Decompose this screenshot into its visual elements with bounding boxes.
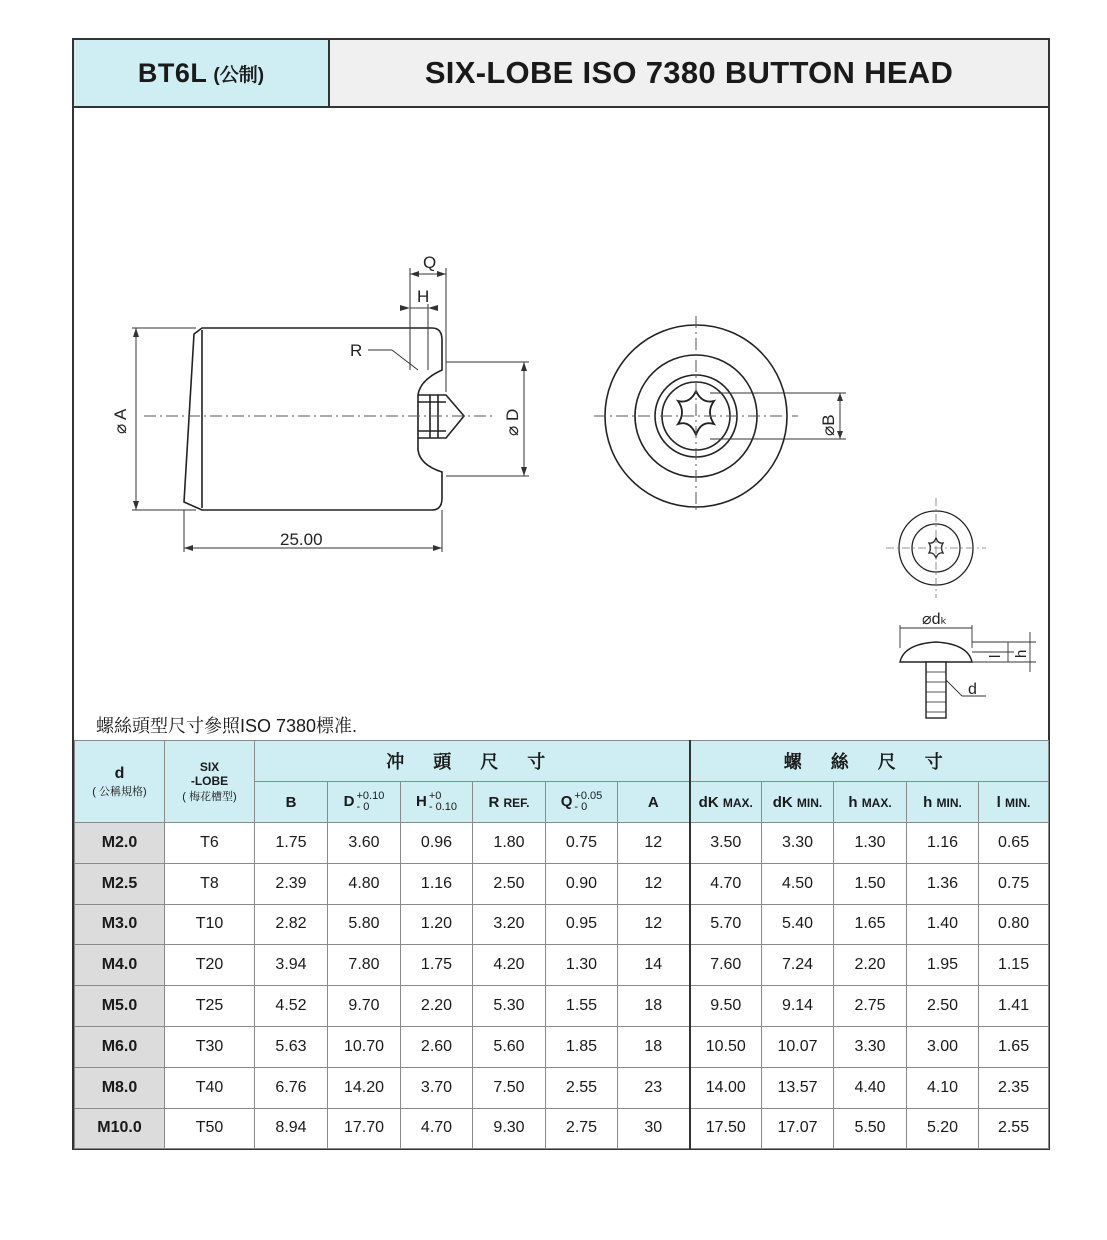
table-cell: 5.60	[473, 1026, 546, 1067]
table-cell: 0.90	[546, 863, 618, 904]
table-cell: 4.40	[834, 1067, 907, 1108]
table-cell: 6.76	[255, 1067, 328, 1108]
label-q: Q	[423, 253, 437, 272]
table-cell: T6	[165, 823, 255, 864]
label-dk: ⌀dₖ	[922, 611, 948, 628]
table-cell: 3.70	[401, 1067, 473, 1108]
col-six-lobe-header: SIX -LOBE ( 梅花槽型)	[165, 741, 255, 823]
table-cell: 2.20	[834, 945, 907, 986]
table-row	[75, 1067, 1049, 1108]
label-dia-a: ⌀ A	[111, 408, 130, 434]
table-cell: 3.60	[328, 823, 401, 864]
table-cell: 3.30	[834, 1026, 907, 1067]
table-cell: 30	[618, 1108, 690, 1149]
table-cell: 3.30	[762, 823, 834, 864]
table-cell: 18	[618, 986, 690, 1027]
size-cell: M6.0	[75, 1026, 165, 1067]
table-cell: 2.35	[979, 1067, 1049, 1108]
table-cell: 4.10	[907, 1067, 979, 1108]
table-cell: 4.70	[401, 1108, 473, 1149]
table-cell: 1.30	[834, 823, 907, 864]
table-cell: 12	[618, 904, 690, 945]
table-cell: 0.75	[546, 823, 618, 864]
table-cell: 1.41	[979, 986, 1049, 1027]
table-cell: 23	[618, 1067, 690, 1108]
table-cell: T30	[165, 1026, 255, 1067]
table-cell: 14.20	[328, 1067, 401, 1108]
col-h-min-header: h MIN.	[907, 782, 979, 823]
table-cell: 0.65	[979, 823, 1049, 864]
table-cell: 2.60	[401, 1026, 473, 1067]
label-dia-d: ⌀ D	[503, 408, 522, 436]
table-cell: 5.20	[907, 1108, 979, 1149]
table-cell: T10	[165, 904, 255, 945]
table-cell: 2.55	[546, 1067, 618, 1108]
col-r-header: R REF.	[473, 782, 546, 823]
table-cell: 0.75	[979, 863, 1049, 904]
size-cell: M5.0	[75, 986, 165, 1027]
screw-side-view	[900, 642, 972, 718]
table-body	[75, 823, 1049, 1149]
table-cell: 2.50	[907, 986, 979, 1027]
table-cell: 4.70	[690, 863, 762, 904]
col-b-header: B	[255, 782, 328, 823]
table-cell: 4.50	[762, 863, 834, 904]
label-length: 25.00	[280, 530, 323, 549]
screw-dimensions-header: 螺 絲 尺 寸	[690, 741, 1049, 782]
table-cell: 0.80	[979, 904, 1049, 945]
table-cell: 2.55	[979, 1108, 1049, 1149]
iso-reference-note: 螺絲頭型尺寸參照ISO 7380標准.	[96, 716, 358, 736]
table-cell: 9.14	[762, 986, 834, 1027]
table-cell: 1.15	[979, 945, 1049, 986]
table-cell: 9.30	[473, 1108, 546, 1149]
size-cell: M2.5	[75, 863, 165, 904]
table-cell: 5.30	[473, 986, 546, 1027]
col-dk-max-header: dK MAX.	[690, 782, 762, 823]
table-cell: 1.40	[907, 904, 979, 945]
table-cell: 18	[618, 1026, 690, 1067]
technical-drawing	[74, 40, 1048, 740]
table-cell: 0.96	[401, 823, 473, 864]
label-dia-b: ⌀B	[819, 414, 838, 436]
table-cell: 9.50	[690, 986, 762, 1027]
table-cell: 14	[618, 945, 690, 986]
table-cell: 17.07	[762, 1108, 834, 1149]
table-cell: 1.80	[473, 823, 546, 864]
spec-sheet-frame	[72, 38, 1050, 1150]
table-cell: 0.95	[546, 904, 618, 945]
table-cell: 1.65	[979, 1026, 1049, 1067]
table-cell: 5.70	[690, 904, 762, 945]
col-dk-min-header: dK MIN.	[762, 782, 834, 823]
table-cell: 17.50	[690, 1108, 762, 1149]
table-cell: 5.63	[255, 1026, 328, 1067]
table-cell: 1.50	[834, 863, 907, 904]
table-row	[75, 823, 1049, 864]
dimension-arrows	[133, 271, 527, 551]
size-cell: M2.0	[75, 823, 165, 864]
col-a-header: A	[618, 782, 690, 823]
table-cell: T25	[165, 986, 255, 1027]
table-row	[75, 1108, 1049, 1149]
table-cell: 1.20	[401, 904, 473, 945]
punch-side-view	[184, 328, 442, 510]
table-row	[75, 863, 1049, 904]
table-cell: 10.07	[762, 1026, 834, 1067]
table-cell: 10.50	[690, 1026, 762, 1067]
table-cell: 17.70	[328, 1108, 401, 1149]
table-cell: 7.24	[762, 945, 834, 986]
col-h-max-header: h MAX.	[834, 782, 907, 823]
table-cell: 7.60	[690, 945, 762, 986]
table-cell: T40	[165, 1067, 255, 1108]
size-cell: M3.0	[75, 904, 165, 945]
size-cell: M10.0	[75, 1108, 165, 1149]
table-cell: 1.16	[907, 823, 979, 864]
label-l: l	[987, 654, 1004, 658]
table-cell: 9.70	[328, 986, 401, 1027]
table-cell: 7.80	[328, 945, 401, 986]
table-cell: 3.94	[255, 945, 328, 986]
col-l-min-header: l MIN.	[979, 782, 1049, 823]
table-cell: T50	[165, 1108, 255, 1149]
table-cell: 4.80	[328, 863, 401, 904]
size-cell: M8.0	[75, 1067, 165, 1108]
table-cell: 1.55	[546, 986, 618, 1027]
table-cell: 2.75	[834, 986, 907, 1027]
table-cell: 14.00	[690, 1067, 762, 1108]
product-code: BT6L	[137, 57, 208, 88]
table-cell: 2.20	[401, 986, 473, 1027]
table-cell: 1.85	[546, 1026, 618, 1067]
table-row	[75, 904, 1049, 945]
table-cell: 1.16	[401, 863, 473, 904]
table-cell: 4.52	[255, 986, 328, 1027]
table-cell: 1.75	[401, 945, 473, 986]
table-cell: 3.50	[690, 823, 762, 864]
table-cell: 10.70	[328, 1026, 401, 1067]
table-cell: 5.40	[762, 904, 834, 945]
table-cell: 1.30	[546, 945, 618, 986]
table-row	[75, 945, 1049, 986]
punch-dimensions-header: 冲 頭 尺 寸	[255, 741, 690, 782]
table-cell: 4.20	[473, 945, 546, 986]
col-q-header: Q +0.05 - 0	[546, 782, 618, 823]
col-h-header: H +0 - 0.10	[401, 782, 473, 823]
table-cell: 2.75	[546, 1108, 618, 1149]
product-title: SIX-LOBE ISO 7380 BUTTON HEAD	[424, 55, 954, 90]
table-cell: 13.57	[762, 1067, 834, 1108]
label-h-small: h	[1013, 649, 1030, 658]
table-cell: 12	[618, 823, 690, 864]
label-d-small: d	[968, 681, 977, 698]
table-cell: 3.00	[907, 1026, 979, 1067]
table-cell: 12	[618, 863, 690, 904]
table-row	[75, 986, 1049, 1027]
size-cell: M4.0	[75, 945, 165, 986]
col-d-header: d ( 公稱規格)	[75, 741, 165, 823]
label-r: R	[350, 341, 363, 360]
table-cell: 2.50	[473, 863, 546, 904]
table-cell: 1.95	[907, 945, 979, 986]
dimension-table	[74, 740, 1049, 1149]
product-code-unit: (公制)	[213, 64, 265, 86]
table-cell: 8.94	[255, 1108, 328, 1149]
table-cell: T8	[165, 863, 255, 904]
table-cell: 1.36	[907, 863, 979, 904]
table-cell: 1.65	[834, 904, 907, 945]
col-dd-header: D +0.10 - 0	[328, 782, 401, 823]
table-cell: 2.39	[255, 863, 328, 904]
label-h: H	[417, 287, 430, 306]
table-cell: 7.50	[473, 1067, 546, 1108]
table-cell: 5.80	[328, 904, 401, 945]
table-cell: 1.75	[255, 823, 328, 864]
table-cell: 2.82	[255, 904, 328, 945]
table-cell: 5.50	[834, 1108, 907, 1149]
table-row	[75, 1026, 1049, 1067]
table-cell: 3.20	[473, 904, 546, 945]
table-cell: T20	[165, 945, 255, 986]
